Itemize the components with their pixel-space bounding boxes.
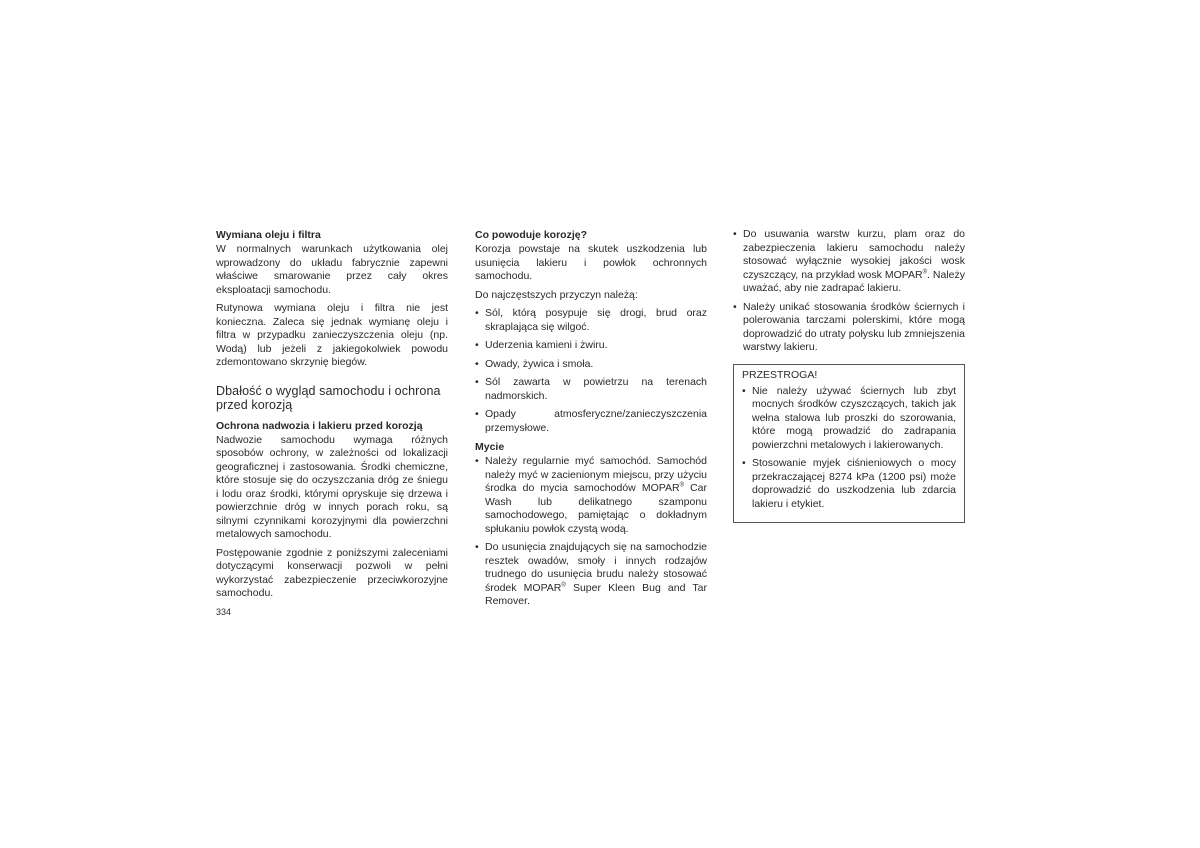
bullet-icon: •	[475, 357, 479, 370]
washing-list	[475, 455, 707, 609]
bullet-icon: •	[475, 307, 479, 319]
paragraph-body-protection: Nadwozie samochodu wymaga różnych sposobów ochrony, w zależności od lokalizacji geograficznej i zastosowania. Środki chemiczne, które stosuje się do oczyszczania dróg ze śniegu i lodu oraz środki, którymi opryskuje się drzewa i powierzchnie dróg w innych porach roku, są silnymi czynnikami korozyjnymi dla powierzchni metalowych samochodu.	[216, 433, 448, 540]
registered-mark: ®	[679, 482, 684, 489]
paragraph-oil-routine: Rutynowa wymiana oleju i filtra nie jest konieczna. Zaleca się jednak wymianę oleju i filtra w przypadku zanieczyszczenia oleju (np. Wodą) lub jeżeli z jakiegokolwiek powodu zdemontowano skrzynię biegów.	[216, 302, 448, 368]
bullet-icon: •	[475, 376, 479, 388]
caution-list	[742, 385, 956, 512]
bullet-icon: •	[742, 384, 746, 397]
column-right	[733, 228, 965, 523]
paragraph-common-causes: Do najczęstszych przyczyn należą:	[475, 288, 638, 301]
column-middle	[475, 228, 707, 614]
list-item: • Stosowanie myjek ciśnieniowych o mocy przekraczającej 8274 kPa (1200 psi) może doprowadzić do uszkodzenia lub zdarcia lakieru i etykiet.	[742, 457, 956, 510]
list-item: • Opady atmosferyczne/zanieczyszczenia przemysłowe.	[475, 408, 707, 434]
bullet-icon: •	[475, 339, 479, 351]
registered-mark: ®	[922, 269, 927, 275]
paragraph-maintenance: Postępowanie zgodnie z poniższymi zaleceniami dotyczącymi konserwacji pozwoli w pełni wykorzystać zabezpieczenie przeciwkorozyjne samochodu.	[216, 546, 448, 599]
caution-title: PRZESTROGA!	[742, 368, 818, 381]
bullet-icon: •	[475, 455, 479, 467]
care-list	[733, 228, 965, 355]
bullet-icon: •	[733, 228, 737, 240]
list-item: • Owady, żywica i smoła.	[475, 357, 594, 370]
registered-mark: ®	[561, 582, 566, 588]
bullet-icon: •	[733, 300, 737, 313]
list-item: • Nie należy używać ściernych lub zbyt mocnych środków czyszczących, takich jak wełna stalowa lub proszki do szorowania, które mogą prowadzić do zadrapania powierzchni metalowych i lakierowanych.	[742, 384, 956, 451]
list-item: • Należy regularnie myć samochód. Samochód należy myć w zacienionym miejscu, przy użyciu środka do mycia samochodów MOPAR® Car Wash lub delikatnego szamponu samochodowego, pamiętając o dokładnym spłukaniu powłok czystą wodą.	[475, 455, 707, 535]
column-left	[216, 228, 448, 606]
causes-list	[475, 307, 707, 435]
list-item: • Do usuwania warstw kurzu, plam oraz do zabezpieczenia lakieru samochodu należy stosować wyłącznie wysokiej jakości wosk czyszczący, na przykład wosk MOPAR®. Należy uważać, aby nie zadrapać lakieru.	[733, 228, 965, 294]
heading-body-protection: Ochrona nadwozia i lakieru przed korozją	[216, 419, 423, 432]
bullet-icon: •	[475, 541, 479, 553]
list-item: • Uderzenia kamieni i żwiru.	[475, 339, 608, 351]
heading-appearance-corrosion: Dbałość o wygląd samochodu i ochrona przed korozją	[216, 383, 441, 412]
list-item: • Do usunięcia znajdujących się na samochodzie resztek owadów, smoły i innych rodzajów trudnego do usunięcia brudu należy stosować środek MOPAR® Super Kleen Bug and Tar Remover.	[475, 541, 707, 607]
heading-washing: Mycie	[475, 441, 505, 453]
paragraph-corrosion-origin: Korozja powstaje na skutek uszkodzenia lub usunięcia lakieru i powłok ochronnych samochodu.	[475, 243, 707, 282]
heading-oil-change: Wymiana oleju i filtra	[216, 229, 321, 241]
list-item: • Sól, którą posypuje się drogi, brud oraz skraplająca się wilgoć.	[475, 307, 707, 333]
paragraph-oil-normal: W normalnych warunkach użytkowania olej wprowadzony do układu fabrycznie zapewni właściwe smarowanie przez cały okres eksploatacji samochodu.	[216, 243, 448, 296]
list-item: • Sól zawarta w powietrzu na terenach nadmorskich.	[475, 376, 707, 402]
heading-corrosion-causes: Co powoduje korozję?	[475, 229, 587, 241]
list-item: • Należy unikać stosowania środków ściernych i polerowania tarczami polerskimi, które mogą doprowadzić do utraty połysku lub zmniejszenia warstwy lakieru.	[733, 300, 965, 353]
bullet-icon: •	[742, 457, 746, 469]
page-number: 334	[216, 607, 232, 617]
bullet-icon: •	[475, 408, 479, 420]
caution-box	[733, 364, 965, 524]
